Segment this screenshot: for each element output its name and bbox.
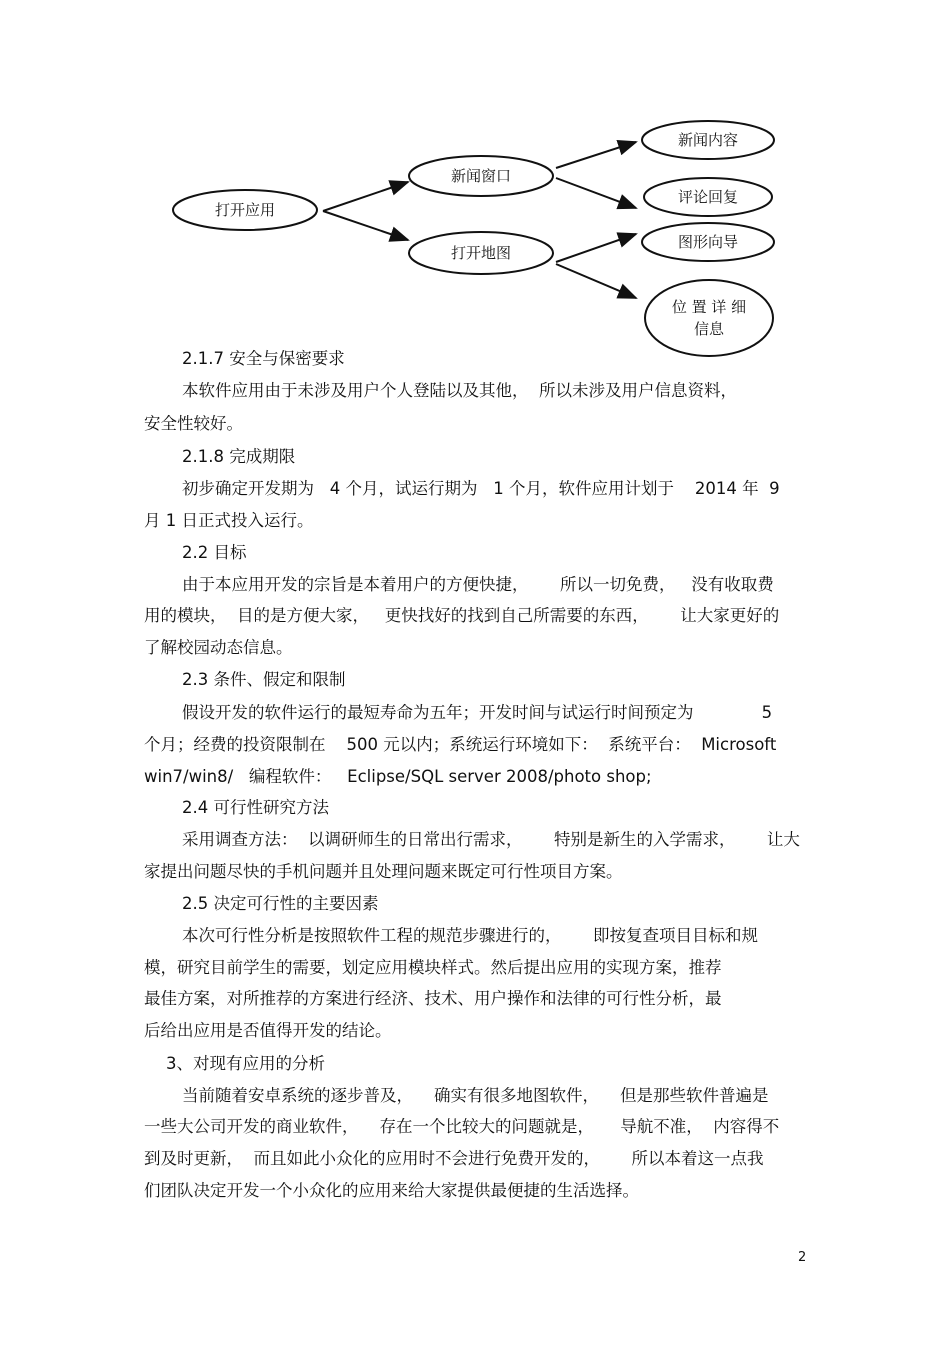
paragraph-line: 个月；经费的投资限制在 500 元以内；系统运行环境如下： 系统平台： Microsoft [144, 735, 777, 754]
paragraph-line: 一些大公司开发的商业软件， 存在一个比较大的问题就是， 导航不准， 内容得不 [144, 1117, 780, 1136]
node-location-detail-line2: 信息 [693, 320, 724, 338]
paragraph-line: 初步确定开发期为 4 个月，试运行期为 1 个月，软件应用计划于 2014 年 9 [182, 479, 780, 498]
node-news-content: 新闻内容 [677, 131, 738, 149]
page-number: 2 [798, 1250, 807, 1265]
node-map-guide: 图形向导 [677, 233, 738, 251]
node-news-window: 新闻窗口 [450, 167, 511, 185]
section-heading-2-3: 2.3 条件、假定和限制 [182, 670, 346, 689]
paragraph-line: 最佳方案，对所推荐的方案进行经济、技术、用户操作和法律的可行性分析，最 [144, 989, 722, 1008]
paragraph-line: 了解校园动态信息。 [144, 638, 293, 657]
paragraph-line: 们团队决定开发一个小众化的应用来给大家提供最便捷的生活选择。 [144, 1181, 639, 1200]
paragraph-line: 后给出应用是否值得开发的结论。 [144, 1021, 392, 1040]
paragraph-line: 到及时更新， 而且如此小众化的应用时不会进行免费开发的， 所以本着这一点我 [144, 1149, 764, 1168]
section-heading-2-4: 2.4 可行性研究方法 [182, 798, 329, 817]
paragraph-line: 安全性较好。 [144, 414, 243, 433]
paragraph-line: 当前随着安卓系统的逐步普及， 确实有很多地图软件， 但是那些软件普遍是 [182, 1086, 769, 1105]
section-heading-2-2: 2.2 目标 [182, 543, 247, 562]
paragraph-line: 假设开发的软件运行的最短寿命为五年；开发时间与试运行时间预定为 5 [182, 703, 773, 722]
paragraph-line: 采用调查方法： 以调研师生的日常出行需求， 特别是新生的入学需求， 让大 [182, 830, 800, 849]
paragraph-line: 模，研究目前学生的需要，划定应用模块样式。然后提出应用的实现方案，推荐 [144, 958, 722, 977]
node-open-map: 打开地图 [450, 244, 511, 262]
section-heading-2-1-7: 2.1.7 安全与保密要求 [182, 349, 345, 368]
arrow-news-to-comment [556, 178, 636, 208]
paragraph-line: 本软件应用由于未涉及用户个人登陆以及其他， 所以未涉及用户信息资料， [182, 381, 737, 400]
paragraph-line: 由于本应用开发的宗旨是本着用户的方便快捷， 所以一切免费， 没有收取费 [182, 575, 774, 594]
arrow-map-to-location [556, 264, 636, 298]
paragraph-line: 月 1 日正式投入运行。 [144, 511, 314, 530]
node-location-detail-line1: 位 置 详 细 [671, 298, 747, 316]
section-heading-3: 3、对现有应用的分析 [166, 1054, 325, 1073]
section-heading-2-1-8: 2.1.8 完成期限 [182, 447, 296, 466]
arrow-app-to-map [323, 211, 408, 240]
section-heading-2-5: 2.5 决定可行性的主要因素 [182, 894, 379, 913]
paragraph-line: 用的模块， 目的是方便大家， 更快找好的找到自己所需要的东西， 让大家更好的 [144, 606, 780, 625]
node-comment-reply: 评论回复 [677, 188, 738, 206]
node-open-app: 打开应用 [214, 201, 275, 219]
paragraph-line: 本次可行性分析是按照软件工程的规范步骤进行的， 即按复查项目目标和规 [182, 926, 758, 945]
paragraph-line: win7/win8/ 编程软件： Eclipse/SQL server 2008/photo shop; [144, 767, 652, 786]
paragraph-line: 家提出问题尽快的手机问题并且处理问题来既定可行性项目方案。 [144, 862, 623, 881]
arrow-news-to-content [556, 142, 636, 168]
arrow-app-to-news [323, 182, 408, 211]
node-location-detail [645, 294, 773, 342]
arrow-map-to-guide [556, 234, 636, 262]
flowchart [0, 0, 950, 360]
